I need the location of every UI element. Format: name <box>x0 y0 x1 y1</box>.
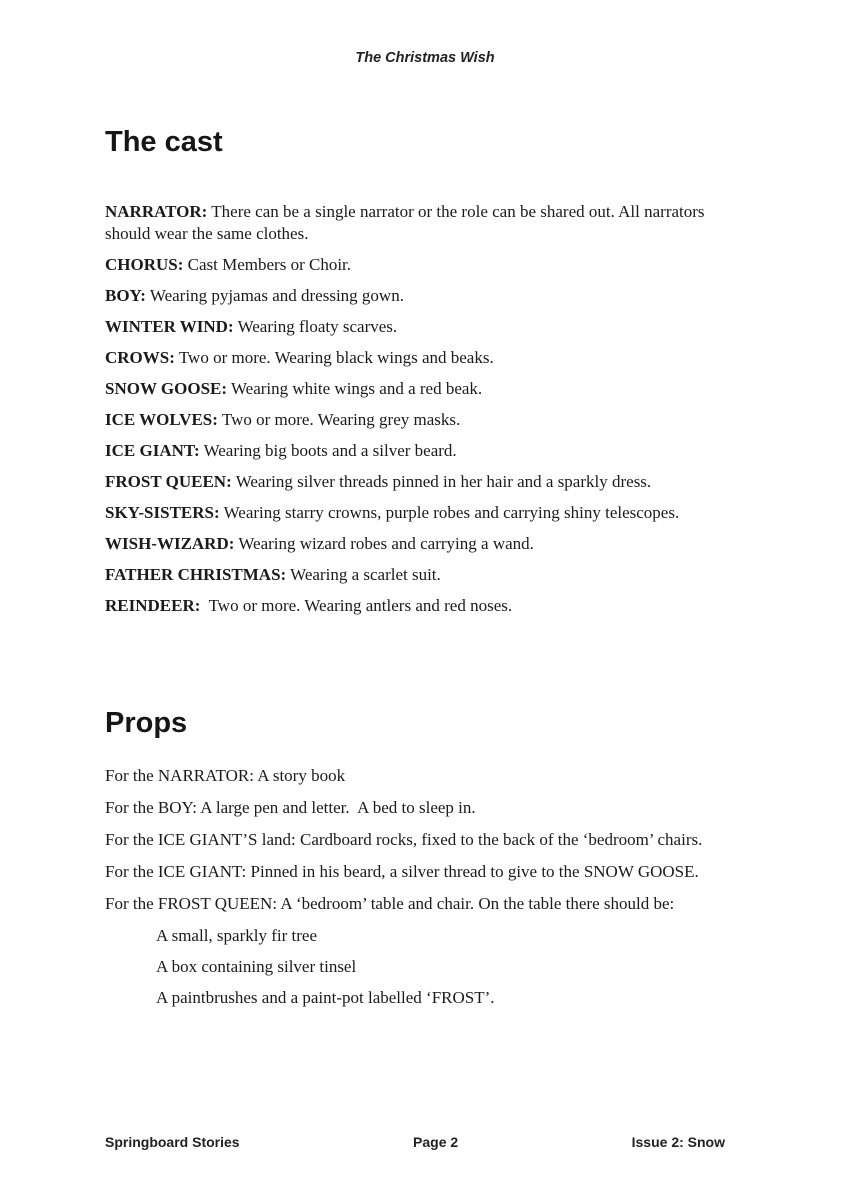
props-item: For the ICE GIANT’S land: Cardboard rocks, fixed to the back of the ‘bedroom’ chairs. <box>105 829 703 849</box>
props-item: For the FROST QUEEN: A ‘bedroom’ table and chair. On the table there should be: <box>105 893 675 913</box>
cast-description: Two or more. Wearing antlers and red noses. <box>204 595 513 615</box>
cast-entry <box>105 564 745 586</box>
cast-entry <box>105 316 745 338</box>
cast-entry <box>105 285 745 307</box>
cast-entry <box>105 254 745 276</box>
cast-description: Wearing wizard robes and carrying a wand. <box>238 533 534 553</box>
cast-role: CROWS: <box>105 347 175 367</box>
cast-role: FROST QUEEN: <box>105 471 232 491</box>
props-sub-item: A paintbrushes and a paint-pot labelled ‘FROST’. <box>156 987 495 1007</box>
props-item: For the NARRATOR: A story book <box>105 765 346 785</box>
section-heading-cast: The cast <box>105 125 223 158</box>
cast-description: Cast Members or Choir. <box>187 254 352 274</box>
page-header-title: The Christmas Wish <box>355 50 495 66</box>
footer-left: Springboard Stories <box>105 1134 240 1150</box>
cast-entry <box>105 533 745 555</box>
cast-role: REINDEER: <box>105 595 201 615</box>
cast-role: ICE WOLVES: <box>105 409 218 429</box>
cast-description: Wearing pyjamas and dressing gown. <box>149 285 404 305</box>
props-list <box>105 765 745 1009</box>
cast-description: Wearing a scarlet suit. <box>290 564 441 584</box>
cast-description: Wearing white wings and a red beak. <box>230 378 483 398</box>
cast-description: Two or more. Wearing black wings and beaks. <box>178 347 494 367</box>
page-footer <box>105 1133 725 1151</box>
cast-entry <box>105 409 745 431</box>
cast-role: BOY: <box>105 285 146 305</box>
cast-role: NARRATOR: <box>105 201 208 221</box>
props-sub-list <box>156 925 745 1009</box>
cast-description: Wearing big boots and a silver beard. <box>203 440 457 460</box>
cast-entry <box>105 471 745 493</box>
cast-description: There can be a single narrator or the role can be shared out. All narrators should wear the same clothes. <box>105 201 709 243</box>
cast-role: WISH-WIZARD: <box>105 533 235 553</box>
props-sub-item: A box containing silver tinsel <box>156 956 357 976</box>
page-content <box>105 126 745 1009</box>
cast-entry <box>105 440 745 462</box>
cast-description: Wearing starry crowns, purple robes and carrying shiny telescopes. <box>223 502 680 522</box>
cast-entry <box>105 201 745 245</box>
cast-description: Wearing floaty scarves. <box>237 316 398 336</box>
cast-entry <box>105 347 745 369</box>
cast-entry <box>105 378 745 400</box>
cast-role: ICE GIANT: <box>105 440 200 460</box>
cast-role: WINTER WIND: <box>105 316 234 336</box>
footer-center: Page 2 <box>413 1134 459 1150</box>
cast-entry <box>105 502 745 524</box>
props-item: For the ICE GIANT: Pinned in his beard, a silver thread to give to the SNOW GOOSE. <box>105 861 699 881</box>
section-heading-props: Props <box>105 706 188 739</box>
cast-entry <box>105 595 745 617</box>
props-item: For the BOY: A large pen and letter. A bed to sleep in. <box>105 797 476 817</box>
cast-role: FATHER CHRISTMAS: <box>105 564 287 584</box>
cast-description: Wearing silver threads pinned in her hair and a sparkly dress. <box>235 471 652 491</box>
cast-list <box>105 201 745 617</box>
props-sub-item: A small, sparkly fir tree <box>156 925 317 945</box>
footer-right: Issue 2: Snow <box>631 1134 725 1150</box>
cast-role: CHORUS: <box>105 254 184 274</box>
cast-description: Two or more. Wearing grey masks. <box>221 409 461 429</box>
cast-role: SKY-SISTERS: <box>105 502 220 522</box>
cast-role: SNOW GOOSE: <box>105 378 228 398</box>
